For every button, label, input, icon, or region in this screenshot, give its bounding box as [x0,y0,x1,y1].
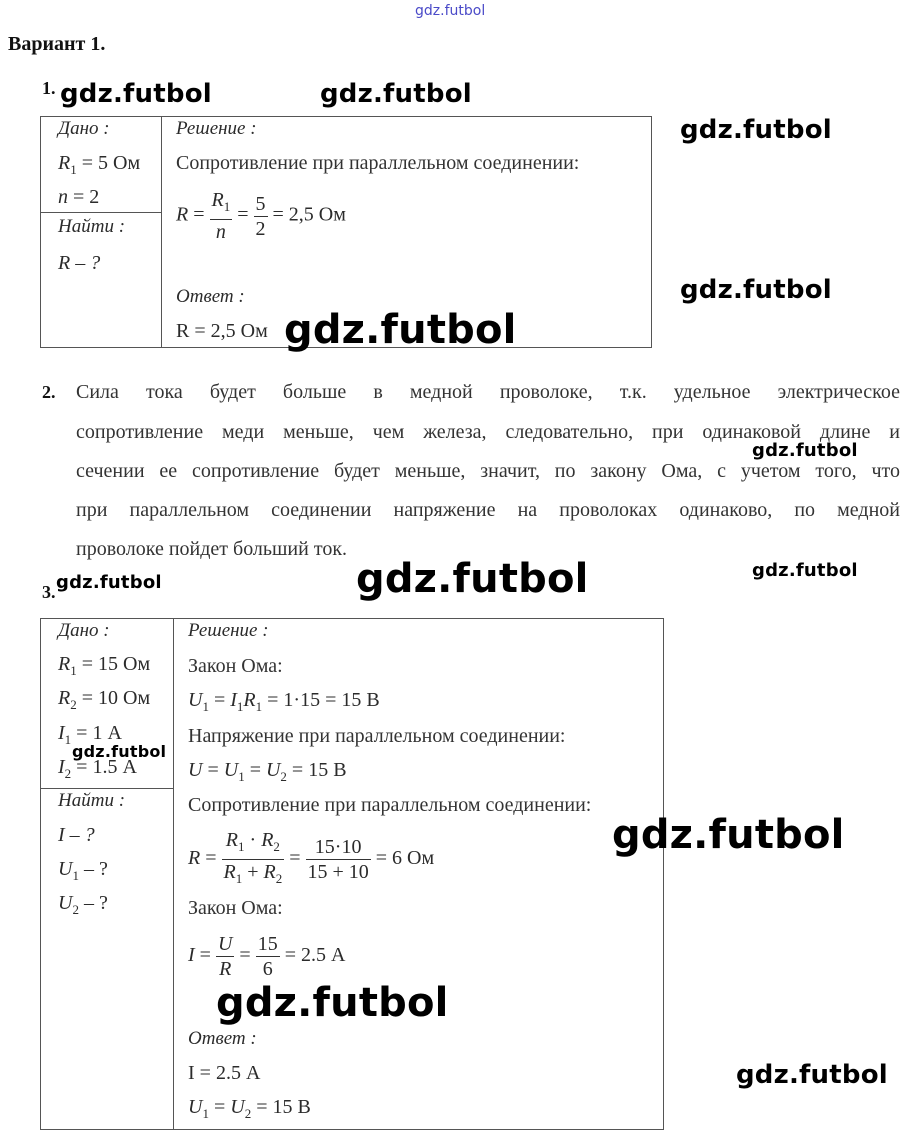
task1-number: 1. [42,78,56,98]
task3-number: 3. [42,582,56,602]
task3-ohm-law-2: Закон Ома: [188,897,283,919]
watermark: gdz.futbol [736,1060,888,1090]
task3-answer-i: I = 2.5 А [188,1062,261,1084]
task3-find-i: I – ? [58,824,95,846]
watermark: gdz.futbol [356,556,589,602]
task3-find-u1: $U_1$ – ? [58,858,108,883]
watermark: gdz.futbol [284,307,517,353]
task3-given-i2: $I_2 = 1.5$ А [58,756,137,781]
task2-number: 2. [42,382,56,402]
watermark: gdz.futbol [752,440,858,461]
task3-solution-label: Решение : [188,620,269,641]
task3-divider [173,618,174,1130]
task1-solution-text: Сопротивление при параллельном соединении: [176,152,580,174]
task3-find-label: Найти : [58,790,126,811]
task1-answer-value: R = 2,5 Ом [176,320,268,342]
task3-given-label: Дано : [58,620,110,641]
watermark: gdz.futbol [612,812,845,858]
watermark: gdz.futbol [60,79,212,109]
task2-line5: проволоке пойдет больший ток. [76,538,348,560]
task3-given-divider [40,788,173,789]
task1-divider [161,116,162,348]
task3-given-r1: $R_1 = 15$ Ом [58,653,151,678]
watermark: gdz.futbol [680,115,832,145]
task1-solution-label: Решение : [176,118,257,139]
task3-given-r2: $R_2 = 10$ Ом [58,687,151,712]
task1-formula: R = $\frac{R_1}{n}$ = $\frac{5}{2}$ = 2,5 Ом [176,189,346,243]
watermark: gdz.futbol [320,79,472,109]
task3-voltage-parallel: Напряжение при параллельном соединении: [188,725,566,747]
task1-answer-label: Ответ : [176,286,245,307]
watermark: gdz.futbol [72,742,167,761]
task1-given-r1: $R_1 = 5$ Ом [58,152,141,177]
task3-u1-formula: $U_1 = I_1R_1 = 1\cdot 15 = 15$ В [188,689,380,714]
watermark: gdz.futbol [216,980,449,1026]
task2-line2: сопротивление меди меньше, чем железа, следовательно, при одинаковой длине и [76,421,900,443]
watermark: gdz.futbol [56,572,162,593]
task1-find-r: R – ? [58,252,101,274]
task1-given-divider [40,212,161,213]
task3-u-formula: $U = U_1 = U_2 = 15$ В [188,759,347,784]
task3-given-i1: $I_1 = 1$ А [58,722,122,747]
task3-resistance-parallel: Сопротивление при параллельном соединении: [188,794,592,816]
task2-line1: Сила тока будет больше в медной проволоке, т.к. удельное электрическое [76,381,900,403]
task3-ohm-law-1: Закон Ома: [188,655,283,677]
task3-find-u2: $U_2$ – ? [58,892,108,917]
task1-given-label: Дано : [58,118,110,139]
variant-title: Вариант 1. [8,33,106,55]
task1-find-label: Найти : [58,216,126,237]
watermark: gdz.futbol [680,275,832,305]
task3-answer-u: $U_1 = U_2 = 15$ В [188,1096,311,1121]
watermark-top: gdz.futbol [415,3,486,19]
task3-i-formula: I = $\frac{U}{R}$ = $\frac{15}{6}$ = 2.5 А [188,933,346,980]
task3-r-formula: R = $\frac{R_1 \cdot R_2}{R_1 + R_2}$ = $\frac{15\cdot 10}{15 + 10}$ = 6 Ом [188,829,435,886]
task2-line4: при параллельном соединении напряжение на проволоках одинаково, по медной [76,499,900,521]
watermark: gdz.futbol [752,560,858,581]
task2-line3: сечении ее сопротивление будет меньше, значит, по закону Ома, с учетом того, что [76,460,900,482]
task3-answer-label: Ответ : [188,1028,257,1049]
task1-given-n: n = 2 [58,186,100,208]
